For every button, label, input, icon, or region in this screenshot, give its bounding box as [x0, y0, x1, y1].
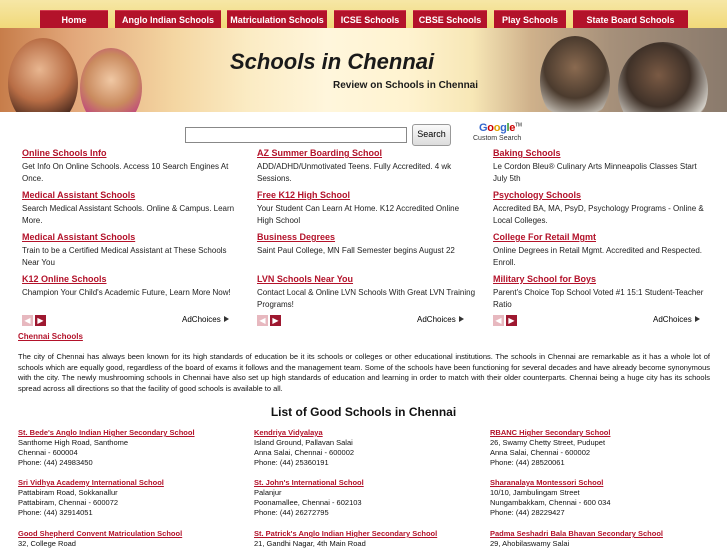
school-name-link[interactable]: St. John's International School: [254, 478, 364, 487]
schools-list-heading: List of Good Schools in Chennai: [270, 405, 457, 419]
ad-column-3: [493, 147, 713, 313]
ad-item: [22, 147, 242, 185]
next-ad-arrow-icon[interactable]: ▶: [506, 315, 517, 326]
school-phone: Phone: (44) 28520061: [490, 458, 565, 467]
school-name-link[interactable]: Kendriya Vidyalaya: [254, 428, 323, 437]
banner-photo-student-left: [540, 36, 610, 112]
tab-anglo-indian-schools[interactable]: Anglo Indian Schools: [115, 10, 221, 29]
banner-photo-child: [80, 48, 142, 112]
custom-search-label: Custom Search: [473, 135, 522, 142]
ad-item: [22, 273, 242, 299]
school-listing: [254, 529, 484, 549]
school-phone: Phone: (44) 28229427: [490, 508, 565, 517]
ad-item: [257, 273, 477, 311]
ad-description: Le Cordon Bleu® Culinary Arts Minneapolis Classes Start July 5th: [493, 162, 697, 183]
search-button[interactable]: Search: [412, 124, 451, 146]
tab-cbse-schools[interactable]: CBSE Schools: [413, 10, 487, 29]
ad-nav-2: [257, 315, 487, 326]
adchoices-icon: [695, 316, 700, 322]
ad-link[interactable]: Medical Assistant Schools: [22, 232, 136, 242]
school-name-link[interactable]: St. Bede's Anglo Indian Higher Secondary School: [18, 428, 195, 437]
banner-photo-mother: [8, 38, 78, 112]
school-address-line: Palanjur: [254, 488, 282, 497]
ad-description: Contact Local & Online LVN Schools With Great LVN Training Programs!: [257, 288, 476, 309]
school-name-link[interactable]: Padma Seshadri Bala Bhavan Secondary School: [490, 529, 663, 538]
tab-home[interactable]: Home: [40, 10, 108, 29]
tab-matriculation-schools[interactable]: Matriculation Schools: [227, 10, 327, 29]
school-address-line: 10/10, Jambulingam Street: [490, 488, 580, 497]
google-logo: Google™: [479, 122, 522, 134]
ad-link[interactable]: Psychology Schools: [493, 190, 582, 200]
next-ad-arrow-icon[interactable]: ▶: [35, 315, 46, 326]
site-title: Schools in Chennai: [230, 49, 435, 74]
school-name-link[interactable]: Sharanalaya Montessori School: [490, 478, 604, 487]
school-name-link[interactable]: Sri Vidhya Academy International School: [18, 478, 164, 487]
breadcrumb-link[interactable]: Chennai Schools: [18, 332, 83, 341]
school-address-line: Pattabiram Road, Sokkanallur: [18, 488, 118, 497]
school-address-line: 26, Swamy Chetty Street, Pudupet: [490, 438, 606, 447]
ad-link[interactable]: LVN Schools Near You: [257, 274, 354, 284]
intro-paragraph: The city of Chennai has always been known for its high standards of education be it its schools or colleges or other educational institutions. The schools in Chennai are remarkable as it has a whole lot of schools which are equally good, regardless of the board of exams it follows and the management team. Some of the schools have been functioning for several decades and have already become synonymous with the city. The newly mushrooming schools in Chennai have also set up high standards of education and learning in order to match with their older counterparts. Chennai being a huge city has its schools spread across all directions so that the facility of good schools is available to all.: [18, 352, 710, 393]
ad-description: Parent's Choice Top School Voted #1 15:1 Student-Teacher Ratio: [493, 288, 704, 309]
school-listing: [490, 428, 720, 468]
previous-ad-arrow-icon[interactable]: ◀: [493, 315, 504, 326]
ad-link[interactable]: Baking Schools: [493, 148, 561, 158]
tab-state-board-schools[interactable]: State Board Schools: [573, 10, 688, 29]
ad-item: [257, 189, 477, 227]
adchoices-link[interactable]: AdChoices: [653, 315, 700, 324]
school-address-line: 32, College Road: [18, 539, 76, 548]
next-ad-arrow-icon[interactable]: ▶: [270, 315, 281, 326]
ad-item: [493, 231, 713, 269]
ad-link[interactable]: K12 Online Schools: [22, 274, 107, 284]
school-listing: [490, 529, 720, 549]
ad-description: Champion Your Child's Academic Future, Learn More Now!: [22, 288, 231, 297]
ad-link[interactable]: Online Schools Info: [22, 148, 107, 158]
adchoices-icon: [459, 316, 464, 322]
tab-icse-schools[interactable]: ICSE Schools: [334, 10, 406, 29]
school-listing: [18, 478, 248, 518]
school-phone: Phone: (44) 32914051: [18, 508, 93, 517]
ad-item: [22, 189, 242, 227]
ad-item: [257, 147, 477, 185]
banner-photo-student-right: [618, 42, 708, 112]
ad-item: [493, 273, 713, 311]
ad-link[interactable]: College For Retail Mgmt: [493, 232, 597, 242]
ad-description: Search Medical Assistant Schools. Online & Campus. Learn More.: [22, 204, 235, 225]
previous-ad-arrow-icon[interactable]: ◀: [257, 315, 268, 326]
ad-description: Get Info On Online Schools. Access 10 Search Engines At Once.: [22, 162, 229, 183]
school-address-line: 21, Gandhi Nagar, 4th Main Road: [254, 539, 366, 548]
school-listing: [254, 478, 484, 518]
ad-item: [493, 147, 713, 185]
school-listing: [18, 529, 248, 549]
ad-item: [257, 231, 477, 257]
school-phone: Phone: (44) 26272795: [254, 508, 329, 517]
school-address-line: Santhome High Road, Santhome: [18, 438, 129, 447]
previous-ad-arrow-icon[interactable]: ◀: [22, 315, 33, 326]
search-input[interactable]: [185, 127, 407, 143]
school-address-line: Poonamallee, Chennai - 602103: [254, 498, 362, 507]
ad-description: Accredited BA, MA, PsyD, Psychology Programs - Online & Local Colleges.: [493, 204, 704, 225]
school-address-line: Anna Salai, Chennai - 600002: [490, 448, 591, 457]
adchoices-link[interactable]: AdChoices: [417, 315, 464, 324]
ad-link[interactable]: Free K12 High School: [257, 190, 351, 200]
school-address-line: Chennai - 600004: [18, 448, 78, 457]
ad-link[interactable]: AZ Summer Boarding School: [257, 148, 383, 158]
adchoices-link[interactable]: AdChoices: [182, 315, 229, 324]
school-listing: [254, 428, 484, 468]
ad-link[interactable]: Medical Assistant Schools: [22, 190, 136, 200]
ad-description: Saint Paul College, MN Fall Semester begins August 22: [257, 246, 455, 255]
school-address-line: 29, Ahobilaswamy Salai: [490, 539, 570, 548]
school-phone: Phone: (44) 25360191: [254, 458, 329, 467]
ad-item: [493, 189, 713, 227]
school-name-link[interactable]: Good Shepherd Convent Matriculation School: [18, 529, 183, 538]
school-address-line: Pattabiram, Chennai - 600072: [18, 498, 119, 507]
ad-description: ADD/ADHD/Unmotivated Teens. Fully Accredited. 4 wk Sessions.: [257, 162, 452, 183]
school-listing: [490, 478, 720, 518]
ad-description: Online Degrees in Retail Mgmt. Accredited and Respected. Enroll.: [493, 246, 702, 267]
top-navigation-bar: [0, 0, 727, 28]
ad-link[interactable]: Business Degrees: [257, 232, 336, 242]
ad-description: Train to be a Certified Medical Assistant at These Schools Near You: [22, 246, 227, 267]
school-phone: Phone: (44) 24983450: [18, 458, 93, 467]
tab-play-schools[interactable]: Play Schools: [494, 10, 566, 29]
school-address-line: Island Ground, Pallavan Salai: [254, 438, 353, 447]
ad-item: [22, 231, 242, 269]
ad-column-2: [257, 147, 477, 313]
school-name-link[interactable]: RBANC Higher Secondary School: [490, 428, 611, 437]
school-listing: [18, 428, 248, 468]
site-subtitle: Review on Schools in Chennai: [333, 80, 479, 91]
ad-nav-1: [22, 315, 252, 326]
school-address-line: Anna Salai, Chennai - 600002: [254, 448, 355, 457]
ad-description: Your Student Can Learn At Home. K12 Accredited Online High School: [257, 204, 460, 225]
adchoices-icon: [224, 316, 229, 322]
school-name-link[interactable]: St. Patrick's Anglo Indian Higher Secondary School: [254, 529, 438, 538]
ad-link[interactable]: Military School for Boys: [493, 274, 597, 284]
ad-column-1: [22, 147, 242, 313]
school-address-line: Nungambakkam, Chennai - 600 034: [490, 498, 611, 507]
ad-nav-3: [493, 315, 723, 326]
